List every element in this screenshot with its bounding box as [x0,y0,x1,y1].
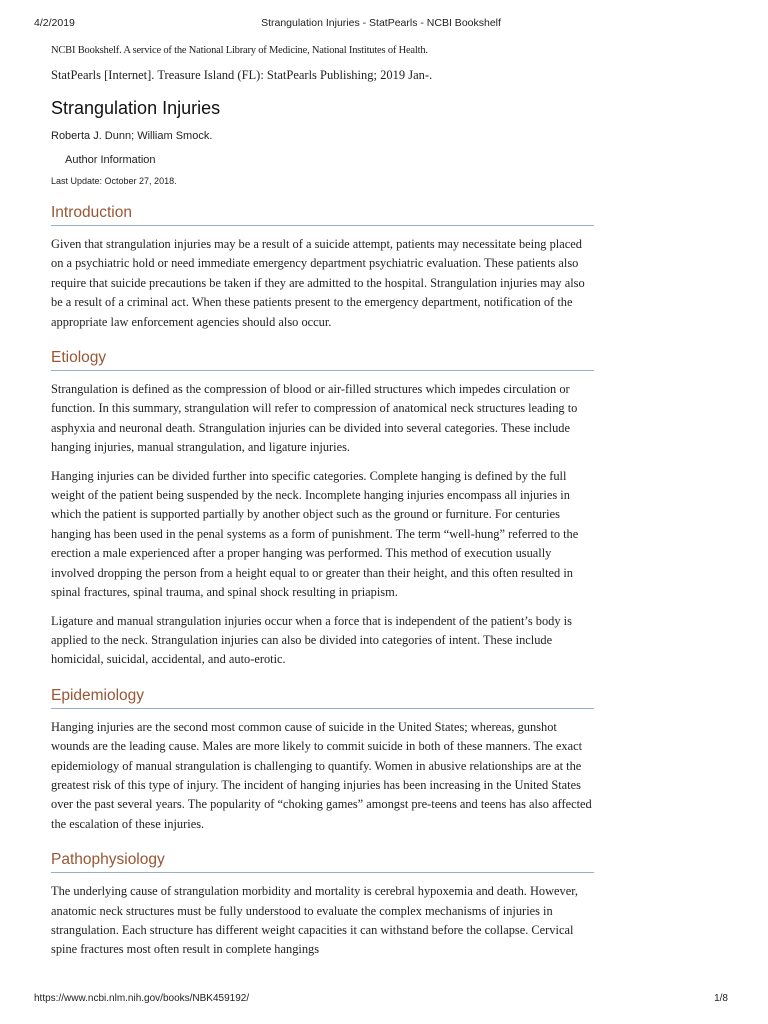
section-etiology [51,348,594,670]
citation-line: StatPearls [Internet]. Treasure Island (FL): StatPearls Publishing; 2019 Jan-. [51,68,433,82]
paragraph: The underlying cause of strangulation morbidity and mortality is cerebral hypoxemia and death. However, anatomic neck structures must be fully understood to evaluate the complex mechanisms of injuries in strangulation. Each structure has different weight capacities it can withstand before the collapse. Cervical spine fractures most often result in complete hangings [51,884,578,957]
bookshelf-attribution: NCBI Bookshelf. A service of the National Library of Medicine, National Institutes of Health. [51,45,428,56]
section-heading: Etiology [51,348,594,371]
print-page-title: Strangulation Injuries - StatPearls - NCBI Bookshelf [261,17,501,29]
section-heading: Epidemiology [51,686,594,709]
print-footer [34,993,728,1007]
page-number: 1/8 [714,993,728,1004]
section-pathophysiology [51,850,594,960]
paragraph: Ligature and manual strangulation injuries occur when a force that is independent of the patient’s body is applied to the neck. Strangulation injuries can also be divided into categories of intent. These include homicidal, suicidal, accidental, and auto-erotic. [51,613,572,667]
section-epidemiology [51,686,594,834]
paragraph: Strangulation is defined as the compression of blood or air-filled structures which impedes circulation or function. In this summary, strangulation will refer to compression of anatomical neck structures leading to asphyxia and neuronal death. Strangulation injuries can be divided into several categories. These include hanging injuries, manual strangulation, and ligature injuries. [51,382,578,455]
paragraph: Hanging injuries can be divided further into specific categories. Complete hanging is defined by the full weight of the patient being suspended by the neck. Incomplete hanging injuries encompass all injuries in which the patient is supported partially by another object such as the ground or furniture. For centuries hanging has been used in the penal systems as a form of punishment. The term “well-hung” referred to the erection a male experienced after a proper hanging was performed. This method of execution usually involved dropping the person from a height equal to or greater than their height, and this often resulted in spinal fractures, spinal trauma, and spinal shock resulting in priapism. [51,468,579,600]
page-url: https://www.ncbi.nlm.nih.gov/books/NBK459192/ [34,993,250,1004]
print-date: 4/2/2019 [34,17,75,29]
document-body [51,44,594,960]
author-list: Roberta J. Dunn; William Smock. [51,130,213,142]
section-heading: Pathophysiology [51,850,594,873]
print-header [34,17,728,31]
page-title: Strangulation Injuries [51,98,221,118]
paragraph: Given that strangulation injuries may be a result of a suicide attempt, patients may necessitate being placed on a psychiatric hold or need immediate emergency department psychiatric evaluation. These patients also require that suicide precautions be taken if they are admitted to the hospital. Strangulation injuries may also be a result of a criminal act. When these patients present to the emergency department, notification of the appropriate law enforcement agencies should also occur. [51,237,585,329]
section-introduction [51,203,594,332]
author-information-toggle[interactable]: Author Information [65,154,156,166]
paragraph: Hanging injuries are the second most common cause of suicide in the United States; whereas, gunshot wounds are the leading cause. Males are more likely to commit suicide in both of these manners. The exact epidemiology of manual strangulation is challenging to quantify. Women in abusive relationships are at the greatest risk of this type of injury. The incident of hanging injuries has been increasing in the United States over the past several years. The popularity of “choking games” amongst pre-teens and teens has also affected the escalation of these injuries. [51,719,592,831]
last-update: Last Update: October 27, 2018. [51,176,177,186]
section-heading: Introduction [51,203,594,226]
